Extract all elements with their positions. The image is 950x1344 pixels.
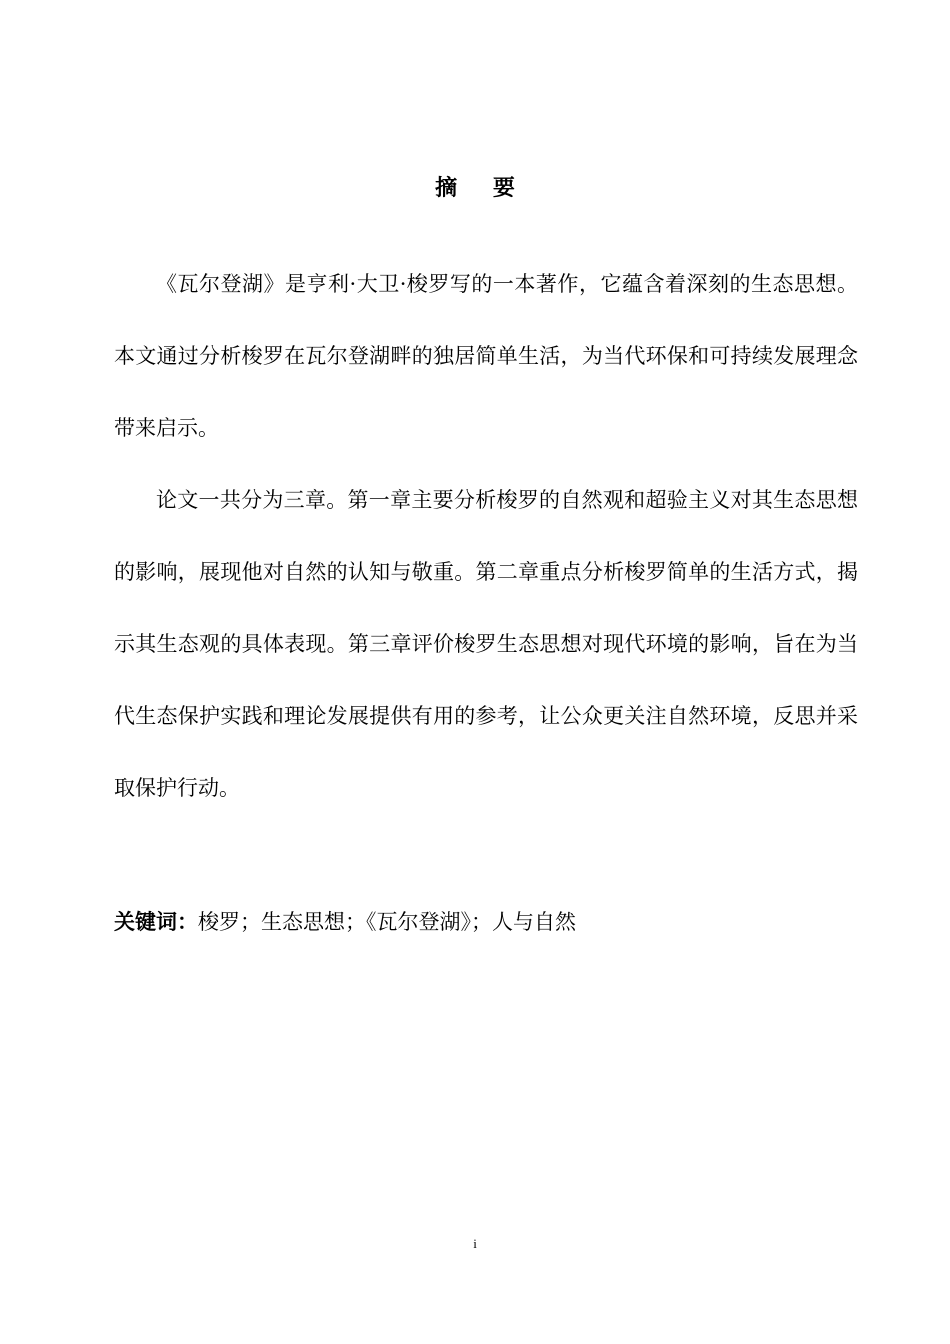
keywords-value: 梭罗；生态思想；《瓦尔登湖》；人与自然 xyxy=(198,910,576,934)
keywords-line xyxy=(114,902,858,942)
abstract-paragraph-2: 论文一共分为三章。第一章主要分析梭罗的自然观和超验主义对其生态思想的影响，展现他对自然的认知与敬重。第二章重点分析梭罗简单的生活方式，揭示其生态观的具体表现。第三章评价梭罗生态思想对现代环境的影响，旨在为当代生态保护实践和理论发展提供有用的参考，让公众更关注自然环境，反思并采取保护行动。 xyxy=(114,488,858,800)
keywords-label: 关键词： xyxy=(114,910,198,934)
abstract-paragraph-1: 《瓦尔登湖》是亨利·大卫·梭罗写的一本著作，它蕴含着深刻的生态思想。本文通过分析梭罗在瓦尔登湖畔的独居简单生活，为当代环保和可持续发展理念带来启示。 xyxy=(114,272,858,440)
abstract-title: 摘 要 xyxy=(435,176,529,201)
page-number: i xyxy=(473,1236,477,1251)
